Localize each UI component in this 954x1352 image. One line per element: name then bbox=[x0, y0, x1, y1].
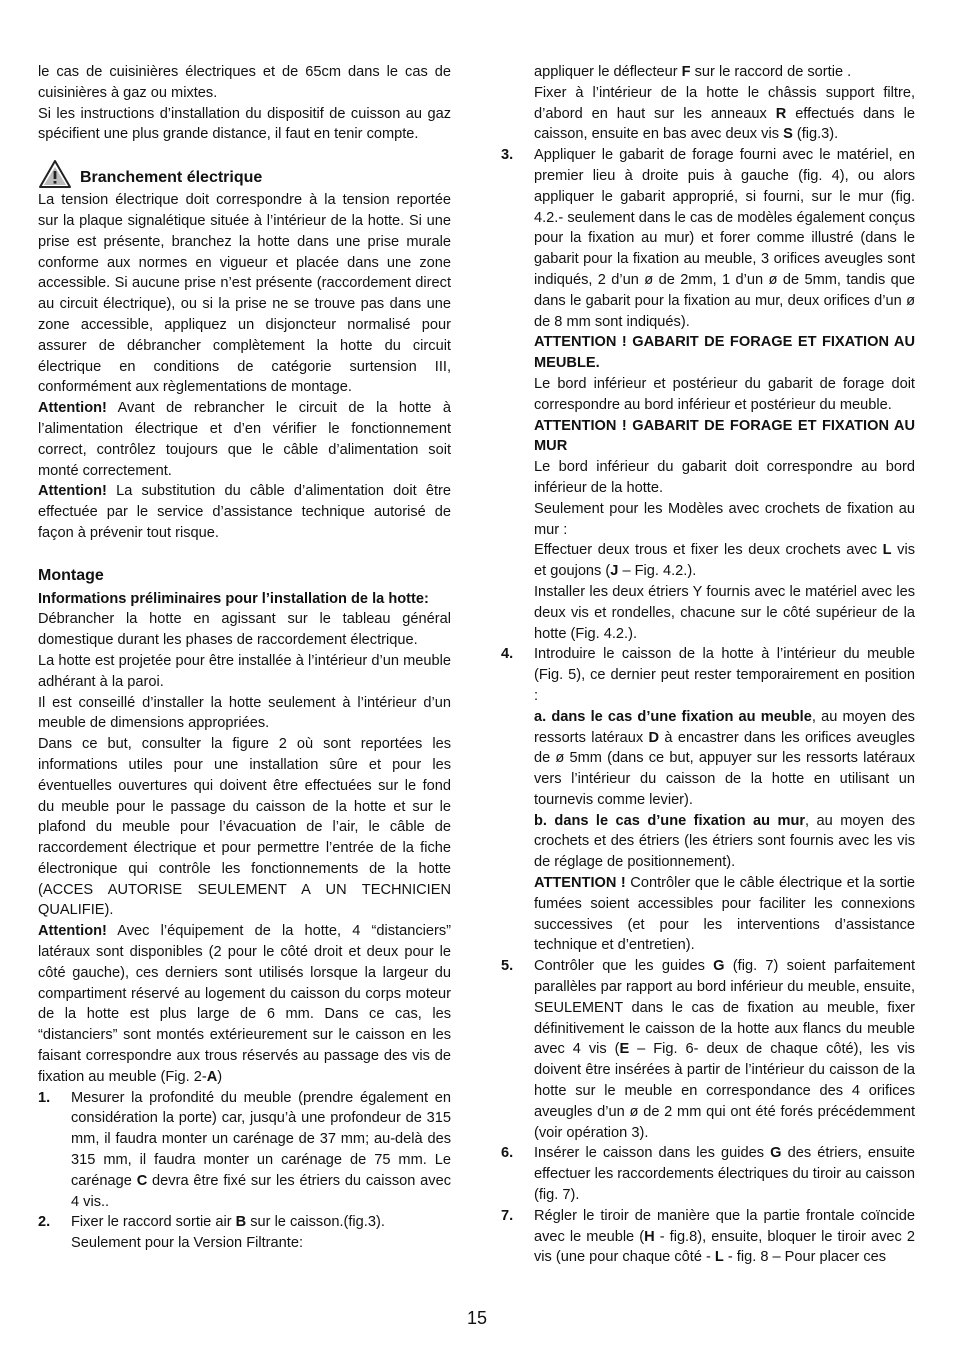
crochets-text: Seulement pour les Modèles avec crochets de fixation au mur : bbox=[534, 500, 915, 538]
part-ref: C bbox=[136, 1172, 148, 1189]
step-text: des étriers, ensuite effectuer les raccordements électriques du tiroir au caisson (fig. 7). bbox=[534, 1145, 915, 1204]
part-ref: S bbox=[783, 126, 793, 143]
attention-text: Avec l’équipement de la hotte, 4 “distanciers” latéraux sont disponibles (2 pour le côté droit et deux pour le côté gauche), ces derniers sont utilisés lorsque la largeur du compartiment réservé au logement du caisson du corps moteur de la hotte est plus large de 6 mm. Dans ce cas, les “distanciers” sont montés extérieurement sur le caisson en les faisant correspondre aux trous réservés au passage des vis de fixation au meuble (Fig. 2- bbox=[38, 923, 451, 1085]
intro-paragraph-2: Si les instructions d’installation du dispositif de cuisson au gaz spécifient une plus grande distance, il faut en tenir compte. bbox=[38, 105, 451, 143]
step-number: 7. bbox=[501, 1207, 514, 1224]
montage-heading: Montage bbox=[38, 566, 104, 584]
part-ref: L bbox=[714, 1249, 724, 1266]
attention-label: Attention! bbox=[38, 483, 107, 500]
montage-subheading: Informations préliminaires pour l’installation de la hotte: bbox=[38, 590, 429, 607]
step-text: (fig. 7) soient parfaitement parallèles par rapport au bord inférieur du meuble, ensuite, SEULEMENT dans le cas de fixation au meuble, fixer définitivement le caisson de la hotte aux flancs du meuble avec 4 vis ( bbox=[534, 958, 915, 1058]
branchement-heading-text: Branchement électrique bbox=[80, 169, 263, 187]
montage-paragraph-2: La hotte est projetée pour être installée à l’intérieur d’un meuble adhérant à la paroi. bbox=[38, 652, 451, 690]
branchement-body: La tension électrique doit correspondre à la tension reportée sur la plaque signalétique située à l’intérieur de la hotte. Si une prise est présente, branchez la hotte dans une prise murale conforme aux normes en vigueur et placée dans une zone accessible. Si aucune prise n’est présente (raccordement direct au circuit électrique), ou si la prise ne se trouve pas dans une zone accessible, appliquez un disjoncteur normalisé pour assurer de débrancher complètement la hotte du circuit électrique en conditions de catégorie surtension III, conformément aux règlementations de montage. bbox=[38, 192, 451, 396]
part-ref: J bbox=[610, 563, 619, 580]
part-ref: F bbox=[681, 64, 691, 80]
branchement-attention-2 bbox=[38, 481, 451, 543]
step-text: – Fig. 4.2.). bbox=[618, 563, 697, 580]
attention-mur-body: Le bord inférieur du gabarit doit correspondre au bord inférieur de la hotte. bbox=[534, 459, 915, 496]
step-4b bbox=[534, 811, 915, 873]
option-label: b. dans le cas d’une fixation au mur bbox=[534, 812, 806, 829]
trous-text bbox=[534, 540, 915, 582]
step-text: sur le caisson.(fig.3). bbox=[246, 1214, 385, 1231]
step-text: Seulement pour la Version Filtrante: bbox=[71, 1235, 304, 1252]
left-column bbox=[38, 62, 451, 1254]
step-text: – Fig. 6- deux de chaque côté), les vis doivent être insérées à partir de l’intérieur du caisson de la hotte sur le meuble en correspondance des 4 orifices aveugles d’un ø de 2 mm qui ont été forés précédemment (voir opération 3). bbox=[534, 1041, 915, 1141]
attention-meuble-body: Le bord inférieur et postérieur du gabarit de forage doit correspondre au bord inférieur et postérieur du meuble. bbox=[534, 375, 915, 413]
montage-paragraph-3: Il est conseillé d’installer la hotte seulement à l’intérieur d’un meuble de dimensions appropriées. bbox=[38, 694, 451, 732]
step-number: 2. bbox=[38, 1214, 51, 1231]
part-ref: E bbox=[619, 1041, 630, 1058]
step-text: Contrôler que les guides bbox=[534, 958, 714, 975]
step-4a bbox=[534, 707, 915, 811]
warning-triangle-icon bbox=[38, 159, 72, 189]
step-text: - fig. 8 – Pour placer ces bbox=[723, 1249, 887, 1266]
part-ref: D bbox=[648, 729, 660, 746]
step-text: Appliquer le gabarit de forage fourni avec le matériel, en premier lieu à droite puis à gauche (fig. 4), ou alors appliquer le gabarit approprié, si fourni, sur le mur (fig. 4.2.- seulement dans le cas de modèles également conçus pour la fixation au mur) et forer comme illustré (dans le gabarit pour la fixation au meuble, 3 orifices aveugles sont indiqués, 2 d’un ø de 2mm, 1 d’un ø de 5mm, tandis que dans le gabarit pour la fixation au mur, deux orifices d’un ø de 8 mm sont indiqués). bbox=[534, 147, 915, 330]
step-text: Fixer à l’intérieur de la hotte le châssis support filtre, d’abord en haut sur les anneaux bbox=[534, 84, 915, 122]
step-number: 4. bbox=[501, 646, 514, 663]
step-text: vis et goujons ( bbox=[534, 542, 915, 580]
step-number: 3. bbox=[501, 147, 514, 164]
step-number: 1. bbox=[38, 1089, 51, 1106]
step-text: Fixer le raccord sortie air bbox=[71, 1214, 236, 1231]
step-2-filter bbox=[501, 83, 915, 145]
part-ref: L bbox=[882, 542, 892, 559]
step-text: - fig.8), ensuite, bloquer le tiroir avec 2 vis (une pour chaque côté - bbox=[534, 1228, 915, 1266]
figure-ref: A bbox=[206, 1068, 218, 1085]
branchement-heading bbox=[38, 159, 451, 189]
montage-paragraph-4: Dans ce but, consulter la figure 2 où sont reportées les informations utiles pour une installation sûre et pour les éventuelles ouvertures qui doivent être effectuées sur le fond du meuble pour le passage du caisson de la hotte et sur le plafond du meuble pour l’évacuation de l’air, le câble de raccordement électrique et pour permettre l’entrée de la fiche électronique qui contrôle les fonctionnements de la hotte (ACCES AUTORISE SEULEMENT A UN TECHNICIEN QUALIFIE). bbox=[38, 736, 451, 919]
step-text: sur le raccord de sortie . bbox=[690, 64, 852, 80]
attention-label: ATTENTION ! bbox=[534, 875, 626, 892]
part-ref: R bbox=[775, 105, 787, 122]
attention-label: Attention! bbox=[38, 923, 107, 940]
page-number: 15 bbox=[466, 1308, 488, 1328]
step-text: Contrôler que le câble électrique et la sortie fumées soient accessibles pour faciliter les connexions successives (et pour les interventions d’assistance technique et d’entretien). bbox=[534, 875, 915, 954]
step-text: Régler le tiroir de manière que la partie frontale coïncide avec le meuble ( bbox=[534, 1207, 915, 1245]
part-ref: H bbox=[644, 1228, 655, 1245]
right-column bbox=[501, 62, 915, 1268]
step-5 bbox=[501, 956, 915, 1143]
step-number: 6. bbox=[501, 1145, 514, 1162]
montage-paragraph-1: Débrancher la hotte en agissant sur le tableau général domestique durant les phases de raccordement électrique. bbox=[38, 611, 451, 649]
step-2 bbox=[38, 1212, 451, 1254]
step-text: devra être fixé sur les étriers du caisson avec 4 vis.. bbox=[71, 1172, 451, 1210]
step-7 bbox=[501, 1206, 915, 1268]
attention-text: La substitution du câble d’alimentation doit être effectuée par le service d’assistance technique autorisé de façon à prévenir tout risque. bbox=[38, 483, 451, 541]
step-4 bbox=[501, 644, 915, 956]
option-label: a. dans le cas d’une fixation au meuble bbox=[534, 708, 812, 725]
part-ref: G bbox=[770, 1145, 782, 1162]
part-ref: G bbox=[713, 958, 725, 975]
branchement-attention-1 bbox=[38, 398, 451, 481]
part-ref: B bbox=[235, 1214, 247, 1231]
etriers-text: Installer les deux étriers Y fournis avec le matériel avec les deux vis et rondelles, chacune sur le côté supérieur de la hotte (Fig. 4.2.). bbox=[534, 583, 915, 642]
intro-paragraph-1: le cas de cuisinières électriques et de 65cm dans le cas de cuisinières à gaz ou mixtes. bbox=[38, 64, 451, 101]
step-text: (fig.3). bbox=[792, 126, 839, 143]
attention-meuble: ATTENTION ! GABARIT DE FORAGE ET FIXATION AU MEUBLE. bbox=[534, 334, 915, 372]
step-text: , au moyen des ressorts latéraux bbox=[534, 708, 915, 746]
step-4-attention bbox=[534, 873, 915, 956]
step-3 bbox=[501, 145, 915, 644]
step-text: Introduire le caisson de la hotte à l’intérieur du meuble (Fig. 5), ce dernier peut rester temporairement en position : bbox=[534, 646, 915, 704]
montage-attention bbox=[38, 921, 451, 1087]
attention-text-end: ) bbox=[217, 1068, 223, 1085]
step-text: appliquer le déflecteur bbox=[534, 64, 682, 80]
attention-text: Avant de rebrancher le circuit de la hotte à l’alimentation électrique et d’en vérifier le fonctionnement correct, contrôlez toujours que le câble d’alimentation soit monté correctement. bbox=[38, 400, 451, 479]
step-number: 5. bbox=[501, 958, 514, 975]
step-text: Insérer le caisson dans les guides bbox=[534, 1145, 771, 1162]
step-text: Effectuer deux trous et fixer les deux crochets avec bbox=[534, 542, 883, 559]
step-6 bbox=[501, 1143, 915, 1205]
attention-label: Attention! bbox=[38, 400, 107, 417]
step-1 bbox=[38, 1088, 451, 1213]
step-text: , au moyen des crochets et des étriers (les étriers sont fournis avec les vis de réglage de positionnement). bbox=[534, 812, 915, 871]
step-text: à encastrer dans les orifices aveugles de ø 5mm (dans ce but, appuyer sur les ressorts latéraux vers l’intérieur du caisson de la hotte en utilisant un tournevis comme levier). bbox=[534, 729, 915, 808]
step-text: Mesurer la profondité du meuble (prendre également en considération la porte) car, jusqu’à une profondeur de 315 mm, il faudra monter un carénage de 37 mm; au-delà des 315 mm, il faudra monter un carénage de 75 mm. Le carénage bbox=[71, 1089, 451, 1189]
step-text: effectués dans le caisson, ensuite en bas avec deux vis bbox=[534, 105, 915, 143]
attention-mur: ATTENTION ! GABARIT DE FORAGE ET FIXATION AU MUR bbox=[534, 417, 915, 455]
step-2-continued bbox=[501, 62, 915, 83]
